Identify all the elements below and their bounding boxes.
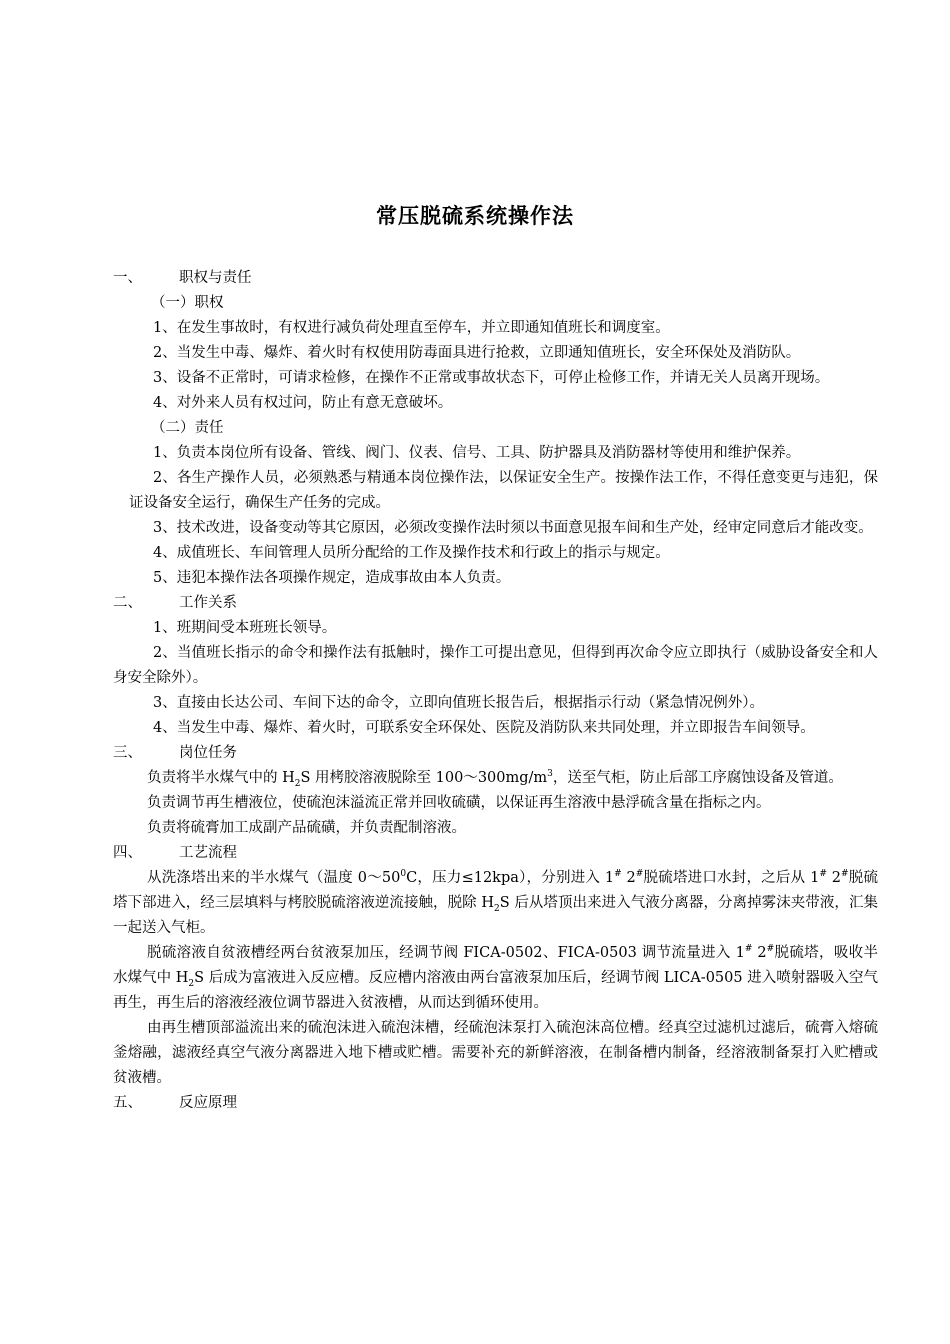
list-item: 4、成值班长、车间管理人员所分配给的工作及操作技术和行政上的指示与规定。: [153, 545, 670, 561]
list-item: 3、直接由长达公司、车间下达的命令，立即向值班长报告后，根据指示行动（紧急情况例外）。: [153, 695, 764, 711]
list-item: 5、违犯本操作法各项操作规定，造成事故由本人负责。: [153, 570, 511, 586]
paragraph: 负责调节再生槽液位，使硫泡沫溢流正常并回收硫磺，以保证再生溶液中悬浮硫含量在指标之内。: [147, 795, 771, 811]
paragraph: 从洗涤塔出来的半水煤气（温度 $0\sim 50^0C$，压力≤12kpa），分别进入 1# 2#脱硫塔进口水封，之后从 1# 2#脱硫塔下部进入，经三层填料与栲胶脱硫溶液逆流接触，脱除 $H_2S$ 后从塔顶出来进入气液分离器，分离掉雾沫夹带液，汇集一起送入气柜。: [113, 869, 878, 936]
section-title: 职权与责任: [179, 270, 252, 286]
list-item: 1、在发生事故时，有权进行减负荷处理直至停车，并立即通知值班长和调度室。: [153, 320, 670, 336]
section-heading: [113, 741, 878, 766]
section-number: 一、: [113, 270, 142, 286]
paragraph: 由再生槽顶部溢流出来的硫泡沫进入硫泡沫槽，经硫泡沫泵打入硫泡沫高位槽。经真空过滤机过滤后，硫膏入熔硫釜熔融，滤液经真空气液分离器进入地下槽或贮槽。需要补充的新鲜溶液，在制备槽内制备，经溶液制备泵打入贮槽或贫液槽。: [113, 1020, 878, 1086]
section-number: 四、: [113, 845, 142, 861]
section-heading: [113, 266, 878, 291]
list-item: 2、当值班长指示的命令和操作法有抵触时，操作工可提出意见，但得到再次命令应立即执行（威胁设备安全和人身安全除外）。: [113, 645, 878, 686]
section-title: 反应原理: [179, 1095, 237, 1111]
section-heading: [113, 1091, 878, 1116]
paragraph: 负责将硫膏加工成副产品硫磺，并负责配制溶液。: [147, 820, 466, 836]
list-item: 4、当发生中毒、爆炸、着火时，可联系安全环保处、医院及消防队来共同处理，并立即报告车间领导。: [153, 720, 815, 736]
list-item: 1、班期间受本班班长领导。: [153, 620, 337, 636]
list-item: 2、当发生中毒、爆炸、着火时有权使用防毒面具进行抢救，立即通知值班长，安全环保处及消防队。: [153, 345, 801, 361]
section-heading: [113, 591, 878, 616]
section-number: 五、: [113, 1095, 142, 1111]
list-item: 1、负责本岗位所有设备、管线、阀门、仪表、信号、工具、防护器具及消防器材等使用和维护保养。: [153, 445, 801, 461]
document-body: [113, 266, 878, 1116]
subsection-heading: （一）职权: [151, 295, 224, 311]
section-heading: [113, 841, 878, 866]
page-title: 常压脱硫系统操作法: [376, 203, 574, 228]
section-title: 工艺流程: [179, 845, 237, 861]
section-title: 工作关系: [179, 595, 237, 611]
section-number: 二、: [113, 595, 142, 611]
list-item: 3、技术改进，设备变动等其它原因，必须改变操作法时须以书面意见报车间和生产处，经审定同意后才能改变。: [153, 520, 873, 536]
paragraph: 负责将半水煤气中的 $H_2S$ 用栲胶溶液脱除至 $100\sim 300mg/m^3$，送至气柜，防止后部工序腐蚀设备及管道。: [147, 769, 843, 789]
paragraph: 脱硫溶液自贫液槽经两台贫液泵加压，经调节阀 FICA-0502、FICA-0503 调节流量进入 1# 2#脱硫塔，吸收半水煤气中 $H_2S$ 后成为富液进入反应槽。反应槽内溶液由两台富液泵加压后，经调节阀 LICA-0505 进入喷射器吸入空气再生，再生后的溶液经液位调节器进入贫液槽，从而达到循环使用。: [113, 944, 878, 1011]
subsection-heading: （二）责任: [151, 420, 224, 436]
list-item: 4、对外来人员有权过问，防止有意无意破坏。: [153, 395, 453, 411]
list-item: 2、各生产操作人员，必须熟悉与精通本岗位操作法，以保证安全生产。按操作法工作，不得任意变更与违犯，保证设备安全运行，确保生产任务的完成。: [129, 470, 878, 511]
section-title: 岗位任务: [179, 745, 237, 761]
list-item: 3、设备不正常时，可请求检修，在操作不正常或事故状态下，可停止检修工作，并请无关人员离开现场。: [153, 370, 830, 386]
section-number: 三、: [113, 745, 142, 761]
